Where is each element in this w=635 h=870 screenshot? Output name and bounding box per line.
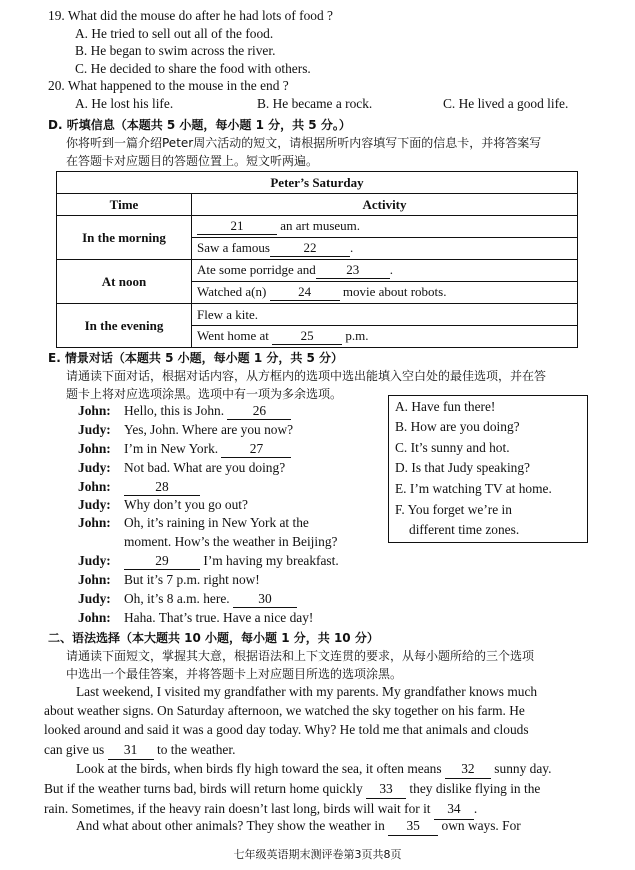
info-card-table bbox=[56, 171, 578, 348]
dialog-line bbox=[78, 553, 339, 570]
paragraph-text: they dislike flying in the bbox=[409, 781, 541, 797]
table-row: Flew a kite. bbox=[192, 304, 578, 326]
paragraph-line: about weather signs. On Saturday afternoon, we watched the sky together on his farm. He bbox=[44, 703, 525, 719]
row-text: Ate some porridge and bbox=[197, 262, 316, 277]
blank-22: 22 bbox=[270, 240, 350, 257]
paragraph-text: sunny day. bbox=[494, 761, 552, 776]
row-text: Watched a(n) bbox=[197, 284, 267, 299]
paragraph-text: rain. Sometimes, if the heavy rain doesn’t last long, birds will wait for it bbox=[44, 801, 431, 817]
dialog-line bbox=[78, 403, 291, 420]
q20-option-b: B. He became a rock. bbox=[257, 96, 373, 111]
dialog-line bbox=[78, 534, 337, 550]
option-b: B. How are you doing? bbox=[395, 419, 520, 434]
paragraph-line bbox=[44, 740, 592, 760]
section-d-title: D. 听填信息（本题共 5 小题，每小题 1 分，共 5 分。） bbox=[48, 118, 351, 132]
section-e-title: E. 情景对话（本题共 5 小题，每小题 1 分，共 5 分） bbox=[48, 351, 344, 365]
dialog-text: But it’s 7 p.m. right now! bbox=[124, 572, 260, 587]
speaker: John: bbox=[78, 479, 111, 494]
paragraph-line: Last weekend, I visited my grandfather with my parents. My grandfather knows much bbox=[76, 684, 538, 699]
dialog-line bbox=[78, 422, 293, 438]
row-text: an art museum. bbox=[280, 218, 361, 233]
option-c: C. It’s sunny and hot. bbox=[395, 440, 510, 455]
paragraph-1 bbox=[44, 682, 592, 760]
paragraph-2 bbox=[44, 759, 592, 820]
section-d-instruction-1: 你将听到一篇介绍Peter周六活动的短文，请根据所听内容填写下面的信息卡，并将答案写 bbox=[66, 136, 542, 150]
paragraph-text: can give us bbox=[44, 741, 105, 757]
paragraph-line bbox=[44, 779, 592, 799]
blank-35: 35 bbox=[388, 816, 438, 836]
option-f: F. You forget we’re in bbox=[395, 502, 512, 517]
blank-27: 27 bbox=[221, 441, 291, 458]
blank-23: 23 bbox=[316, 262, 390, 279]
speaker: Judy: bbox=[78, 553, 111, 568]
speaker: John: bbox=[78, 403, 111, 418]
dialog-text: Oh, it’s 8 a.m. here. bbox=[124, 591, 230, 606]
dialog-text: moment. How’s the weather in Beijing? bbox=[124, 534, 338, 549]
dialog-text: Yes, John. Where are you now? bbox=[124, 422, 294, 437]
time-noon: At noon bbox=[57, 260, 192, 304]
blank-24: 24 bbox=[270, 284, 340, 301]
dialog-line bbox=[78, 610, 313, 626]
option-f-continued: different time zones. bbox=[409, 522, 520, 537]
speaker: Judy: bbox=[78, 591, 111, 606]
part-2-instruction-2: 中选出一个最佳答案，并将答题卡上对应题目所选的选项涂黑。 bbox=[66, 667, 403, 681]
part-2-instruction-1: 请通读下面短文，掌握其大意，根据语法和上下文连贯的要求，从每小题所给的三个选项 bbox=[66, 649, 535, 663]
blank-25: 25 bbox=[272, 328, 342, 345]
row-text: . bbox=[389, 262, 394, 277]
dialog-line bbox=[78, 460, 285, 476]
q20-option-c: C. He lived a good life. bbox=[443, 96, 569, 111]
speaker: John: bbox=[78, 572, 111, 587]
part-2-title: 二、语法选择（本大题共 10 小题，每小题 1 分，共 10 分） bbox=[48, 631, 379, 645]
speaker: John: bbox=[78, 610, 111, 625]
row-text: . bbox=[349, 240, 354, 255]
table-row bbox=[192, 216, 578, 238]
row-text: Saw a famous bbox=[197, 240, 270, 255]
paragraph-line: looked around and said it was a good day today. Why? He told me that animals and clouds bbox=[44, 722, 529, 738]
blank-21: 21 bbox=[197, 218, 277, 235]
dialog-text: I’m in New York. bbox=[124, 441, 219, 456]
blank-31: 31 bbox=[108, 740, 154, 760]
dialog-text: Not bad. What are you doing? bbox=[124, 460, 286, 475]
dialog-text: Why don’t you go out? bbox=[124, 497, 248, 512]
q20-stem: 20. What happened to the mouse in the end ? bbox=[48, 78, 289, 93]
paragraph-text: Look at the birds, when birds fly high toward the sea, it often means bbox=[76, 761, 442, 776]
options-box bbox=[388, 395, 588, 543]
table-title: Peter’s Saturday bbox=[57, 172, 578, 194]
paragraph-text: own ways. For bbox=[441, 818, 521, 833]
paragraph-text: But if the weather turns bad, birds will return home quickly bbox=[44, 781, 363, 797]
table-row bbox=[192, 260, 578, 282]
option-d: D. Is that Judy speaking? bbox=[395, 460, 530, 475]
col-activity-header: Activity bbox=[192, 194, 578, 216]
dialog-text: I’m having my breakfast. bbox=[203, 553, 339, 568]
page-footer: 七年级英语期末测评卷第3页共8页 bbox=[233, 848, 402, 861]
col-time-header: Time bbox=[57, 194, 192, 216]
time-morning: In the morning bbox=[57, 216, 192, 260]
paragraph-text: . bbox=[473, 801, 478, 817]
dialog-line bbox=[78, 441, 291, 458]
blank-29: 29 bbox=[124, 553, 200, 570]
dialog-text: Oh, it’s raining in New York at the bbox=[124, 515, 309, 530]
speaker: Judy: bbox=[78, 460, 111, 475]
blank-28: 28 bbox=[124, 479, 200, 496]
paragraph-text: to the weather. bbox=[156, 741, 236, 757]
q19-option-a: A. He tried to sell out all of the food. bbox=[75, 26, 274, 41]
q19-option-b: B. He began to swim across the river. bbox=[75, 43, 276, 58]
table-row bbox=[192, 282, 578, 304]
paragraph-line bbox=[44, 759, 592, 779]
dialog-line bbox=[78, 515, 309, 531]
q19-stem: 19. What did the mouse do after he had lots of food ? bbox=[48, 8, 333, 23]
table-row bbox=[192, 238, 578, 260]
section-e-instruction-2: 题卡上将对应选项涂黑。选项中有一项为多余选项。 bbox=[66, 387, 343, 401]
section-d-instruction-2: 在答题卡对应题目的答题位置上。短文听两遍。 bbox=[66, 154, 319, 168]
blank-32: 32 bbox=[445, 759, 491, 779]
time-evening: In the evening bbox=[57, 304, 192, 348]
paragraph-3 bbox=[44, 816, 592, 836]
row-text: movie about robots. bbox=[342, 284, 447, 299]
blank-26: 26 bbox=[227, 403, 291, 420]
paragraph-line bbox=[44, 816, 592, 836]
q19-option-c: C. He decided to share the food with others. bbox=[75, 61, 311, 76]
blank-30: 30 bbox=[233, 591, 297, 608]
row-text: Went home at bbox=[197, 328, 269, 343]
q20-option-a: A. He lost his life. bbox=[75, 96, 174, 111]
row-text: p.m. bbox=[345, 328, 369, 343]
table-row bbox=[192, 326, 578, 348]
speaker: Judy: bbox=[78, 497, 111, 512]
speaker: Judy: bbox=[78, 422, 111, 437]
dialog-line bbox=[78, 479, 200, 496]
option-e: E. I’m watching TV at home. bbox=[395, 481, 552, 496]
paragraph-text: And what about other animals? They show the weather in bbox=[76, 818, 385, 833]
section-e-instruction-1: 请通读下面对话，根据对话内容，从方框内的选项中选出能填入空白处的最佳选项，并在答 bbox=[66, 369, 547, 383]
dialog-line bbox=[78, 497, 248, 513]
blank-34: 34 bbox=[434, 799, 474, 819]
speaker: John: bbox=[78, 515, 111, 530]
dialog-line bbox=[78, 572, 260, 588]
option-a: A. Have fun there! bbox=[395, 399, 496, 414]
dialog-text: Hello, this is John. bbox=[124, 403, 225, 418]
dialog-text: Haha. That’s true. Have a nice day! bbox=[124, 610, 314, 625]
blank-33: 33 bbox=[366, 779, 406, 799]
dialog-line bbox=[78, 591, 297, 608]
speaker: John: bbox=[78, 441, 111, 456]
